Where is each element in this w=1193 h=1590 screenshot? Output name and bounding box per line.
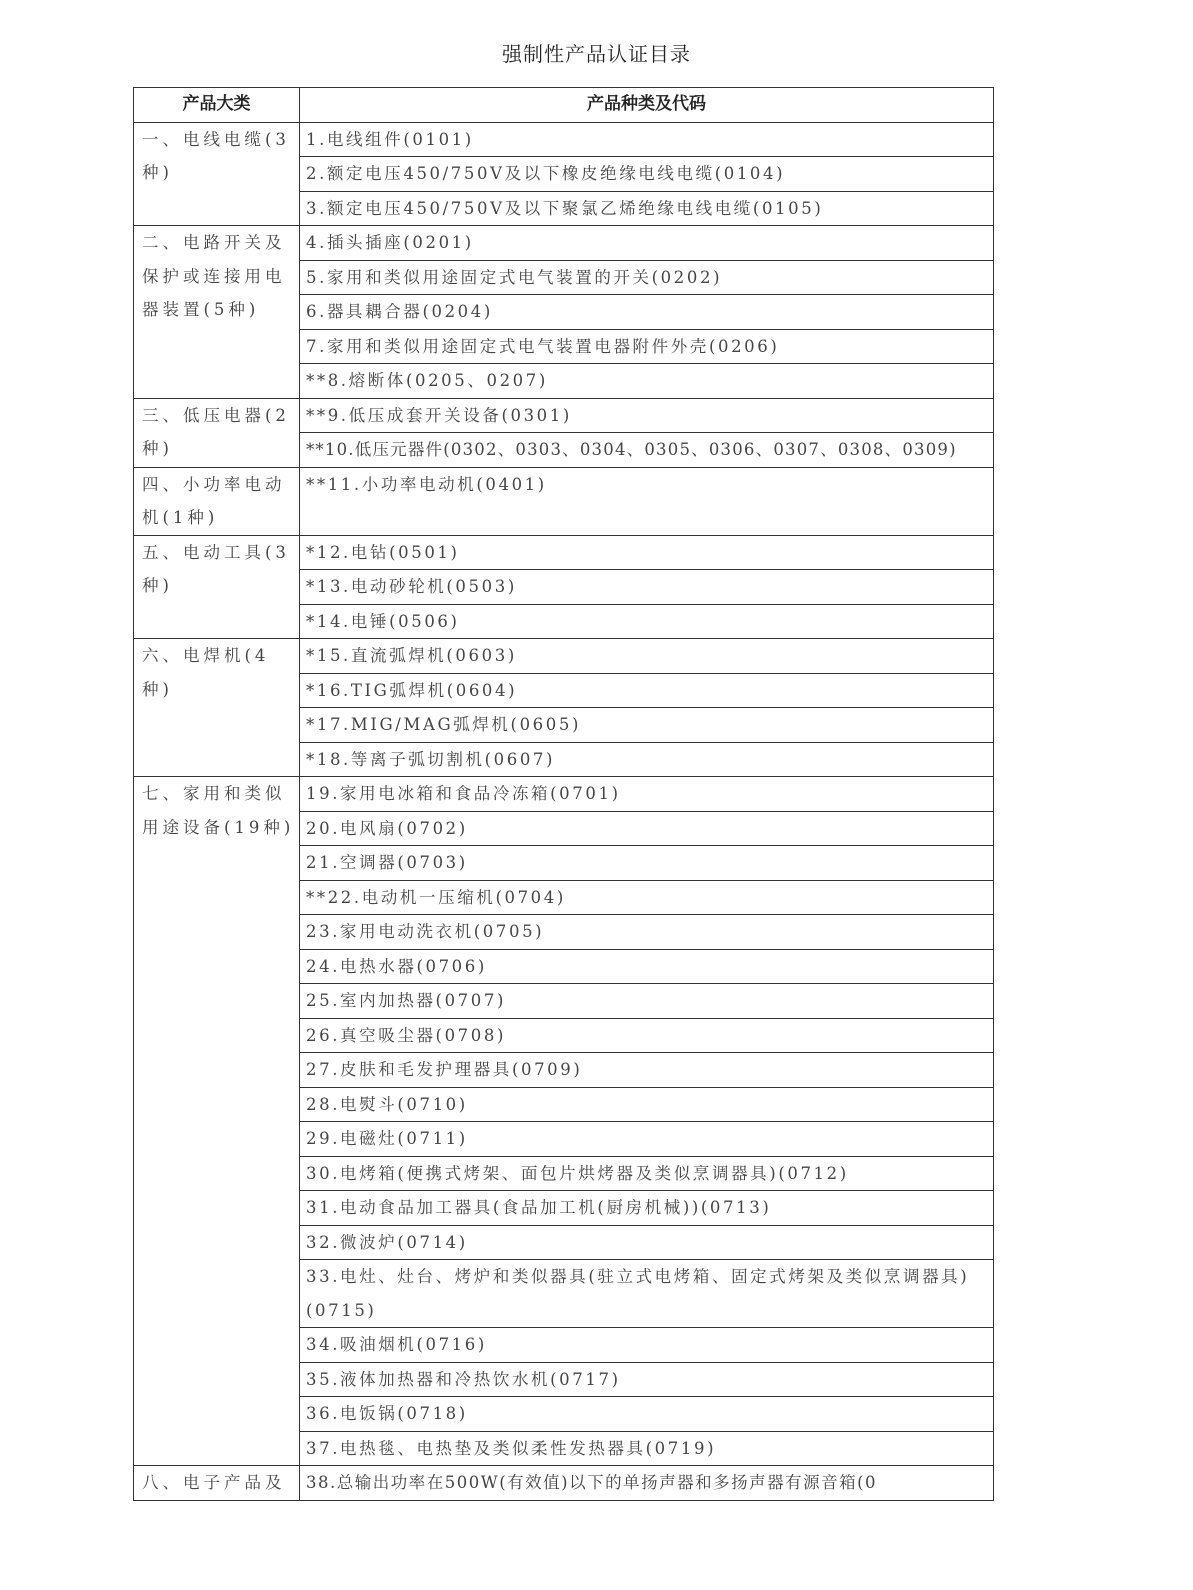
item-cell: 23.家用电动洗衣机(0705): [300, 915, 994, 950]
item-cell: 25.室内加热器(0707): [300, 984, 994, 1019]
item-cell: 37.电热毯、电热垫及类似柔性发热器具(0719): [300, 1431, 994, 1466]
item-cell: 4.插头插座(0201): [300, 226, 994, 261]
category-cell: 七、家用和类似用途设备(19种): [134, 777, 300, 1466]
table-row: [134, 639, 994, 674]
item-cell: **10.低压元器件(0302、0303、0304、0305、0306、0307、0308、0309): [300, 433, 994, 468]
item-cell: 34.吸油烟机(0716): [300, 1328, 994, 1363]
item-cell: *17.MIG/MAG弧焊机(0605): [300, 708, 994, 743]
table-row: [134, 535, 994, 570]
item-cell: 38.总输出功率在500W(有效值)以下的单扬声器和多扬声器有源音箱(0: [300, 1466, 994, 1501]
item-cell: *18.等离子弧切割机(0607): [300, 742, 994, 777]
table-row: [134, 777, 994, 812]
item-cell: 6.器具耦合器(0204): [300, 295, 994, 330]
item-cell: 5.家用和类似用途固定式电气装置的开关(0202): [300, 260, 994, 295]
item-cell: **8.熔断体(0205、0207): [300, 364, 994, 399]
table-row: [134, 398, 994, 433]
category-cell: 一、电线电缆(3种): [134, 122, 300, 226]
item-cell: 29.电磁灶(0711): [300, 1122, 994, 1157]
item-cell: *12.电钻(0501): [300, 535, 994, 570]
category-cell: 四、小功率电动机(1种): [134, 467, 300, 535]
item-cell: 27.皮肤和毛发护理器具(0709): [300, 1053, 994, 1088]
item-cell: **9.低压成套开关设备(0301): [300, 398, 994, 433]
header-category: 产品大类: [134, 88, 300, 123]
header-product-type-code: 产品种类及代码: [300, 88, 994, 123]
item-cell: *16.TIG弧焊机(0604): [300, 673, 994, 708]
table-row: [134, 226, 994, 261]
item-cell: 24.电热水器(0706): [300, 949, 994, 984]
category-cell: 三、低压电器(2种): [134, 398, 300, 467]
item-cell: **22.电动机一压缩机(0704): [300, 880, 994, 915]
item-cell: *15.直流弧焊机(0603): [300, 639, 994, 674]
category-cell: 八、电子产品及: [134, 1466, 300, 1501]
item-cell: *13.电动砂轮机(0503): [300, 570, 994, 605]
item-cell: 1.电线组件(0101): [300, 122, 994, 157]
item-cell: 19.家用电冰箱和食品冷冻箱(0701): [300, 777, 994, 812]
item-cell: 3.额定电压450/750V及以下聚氯乙烯绝缘电线电缆(0105): [300, 191, 994, 226]
document-title: 强制性产品认证目录: [502, 42, 691, 66]
item-cell: 35.液体加热器和冷热饮水机(0717): [300, 1362, 994, 1397]
item-cell: 30.电烤箱(便携式烤架、面包片烘烤器及类似烹调器具)(0712): [300, 1156, 994, 1191]
table-row: [134, 1466, 994, 1501]
category-cell: 五、电动工具(3种): [134, 535, 300, 639]
category-cell: 二、电路开关及保护或连接用电器装置(5种): [134, 226, 300, 399]
item-cell: 21.空调器(0703): [300, 846, 994, 881]
item-cell: 36.电饭锅(0718): [300, 1397, 994, 1432]
item-cell: 31.电动食品加工器具(食品加工机(厨房机械))(0713): [300, 1191, 994, 1226]
table-row: [134, 122, 994, 157]
item-cell: 33.电灶、灶台、烤炉和类似器具(驻立式电烤箱、固定式烤架及类似烹调器具)(0715): [300, 1260, 994, 1328]
table-row: [134, 467, 994, 535]
item-cell: *14.电锤(0506): [300, 604, 994, 639]
certification-catalog-table: [133, 87, 994, 1501]
table-header-row: [134, 88, 994, 123]
item-cell: 7.家用和类似用途固定式电气装置电器附件外壳(0206): [300, 329, 994, 364]
item-cell: 32.微波炉(0714): [300, 1225, 994, 1260]
item-cell: 26.真空吸尘器(0708): [300, 1018, 994, 1053]
item-cell: 20.电风扇(0702): [300, 811, 994, 846]
category-cell: 六、电焊机(4种): [134, 639, 300, 777]
item-cell: 28.电熨斗(0710): [300, 1087, 994, 1122]
item-cell: **11.小功率电动机(0401): [300, 467, 994, 535]
item-cell: 2.额定电压450/750V及以下橡皮绝缘电线电缆(0104): [300, 157, 994, 192]
